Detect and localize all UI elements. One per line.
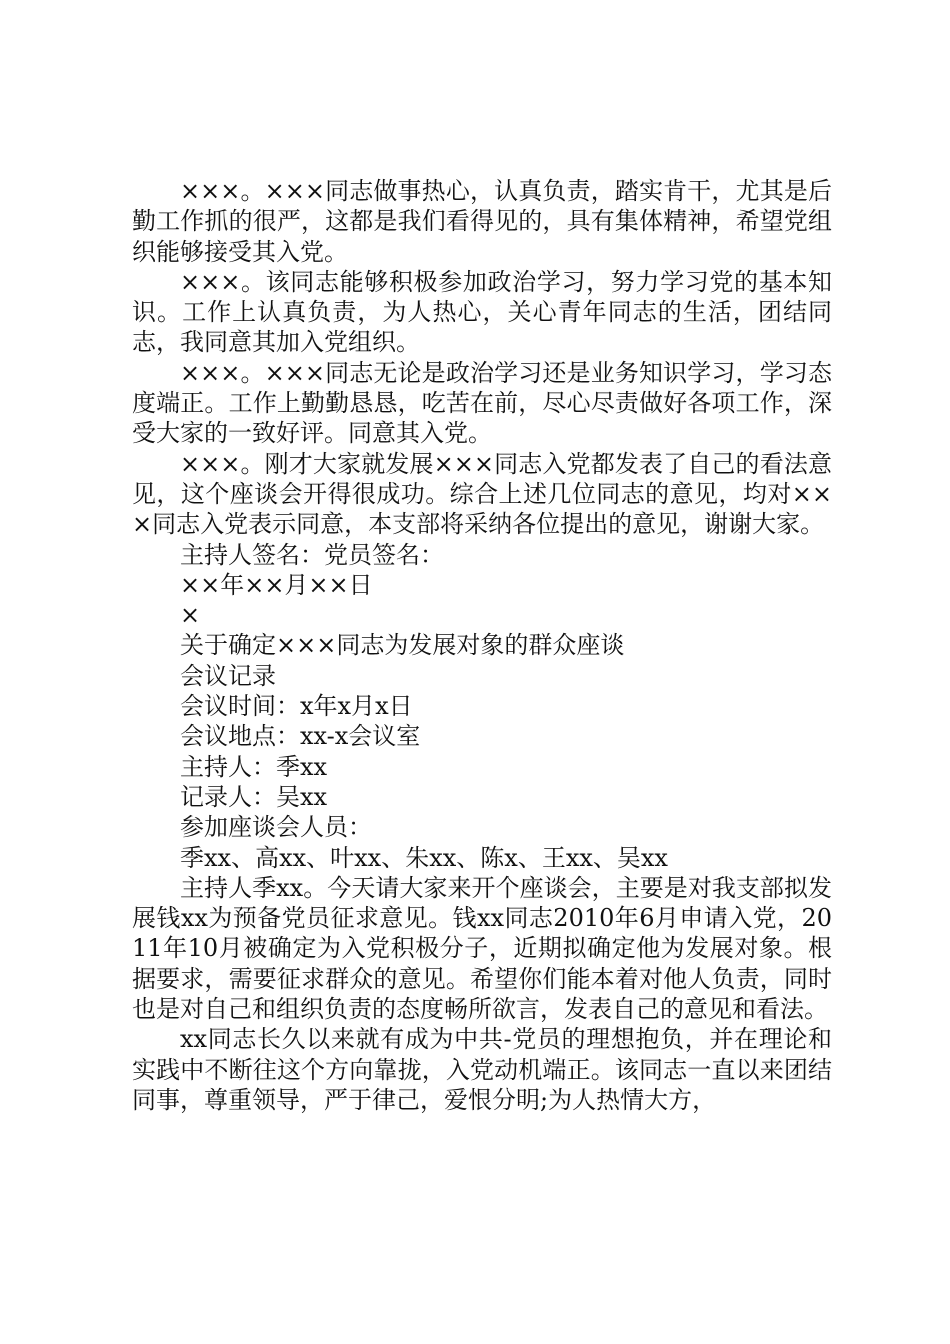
- attendees-label: 参加座谈会人员：: [180, 813, 372, 842]
- document-page: [132, 176, 832, 1115]
- paragraph-comment: xx同志长久以来就有成为中共-党员的理想抱负，并在理论和实践中不断往这个方向靠拢，入党动机端正。该同志一直以来团结同事，尊重领导，严于律己，爱恨分明;为人热情大方，: [132, 1025, 832, 1114]
- attendees-list: 季xx、高xx、叶xx、朱xx、陈x、王xx、吴xx: [180, 843, 668, 872]
- meeting-host: 主持人：季xx: [180, 752, 328, 781]
- meeting-time: 会议时间：x年x月x日: [180, 692, 413, 721]
- signature-line: 主持人签名：党员签名：: [180, 540, 444, 569]
- section-subtitle: 会议记录: [180, 661, 276, 690]
- paragraph-1: ×××。×××同志做事热心，认真负责，踏实肯干，尤其是后勤工作抓的很严，这都是我们看得见的，具有集体精神，希望党组织能够接受其入党。: [132, 177, 832, 266]
- paragraph-3: ×××。×××同志无论是政治学习还是业务知识学习，学习态度端正。工作上勤勤恳恳，吃苦在前，尽心尽责做好各项工作，深受大家的一致好评。同意其入党。: [132, 358, 832, 448]
- meeting-location: 会议地点：xx-x会议室: [180, 722, 421, 751]
- paragraph-4: ×××。刚才大家就发展×××同志入党都发表了自己的看法意见，这个座谈会开得很成功。综合上述几位同志的意见，均对×××同志入党表示同意，本支部将采纳各位提出的意见，谢谢大家。: [132, 449, 832, 539]
- separator-mark: ×: [180, 601, 201, 630]
- paragraph-host-remarks: 主持人季xx。今天请大家来开个座谈会，主要是对我支部拟发展钱xx为预备党员征求意见。钱xx同志2010年6月申请入党，2011年10月被确定为入党积极分子，近期拟确定他为发展对象。根据要求，需要征求群众的意见。希望你们能本着对他人负责，同时也是对自己和组织负责的态度畅所欲言，发表自己的意见和看法。: [132, 873, 832, 1024]
- paragraph-2: ×××。该同志能够积极参加政治学习，努力学习党的基本知识。工作上认真负责，为人热心，关心青年同志的生活，团结同志，我同意其加入党组织。: [132, 267, 832, 357]
- date-line: ××年××月××日: [180, 570, 373, 599]
- meeting-recorder: 记录人：吴xx: [180, 782, 328, 811]
- section-title: 关于确定×××同志为发展对象的群众座谈: [180, 631, 625, 660]
